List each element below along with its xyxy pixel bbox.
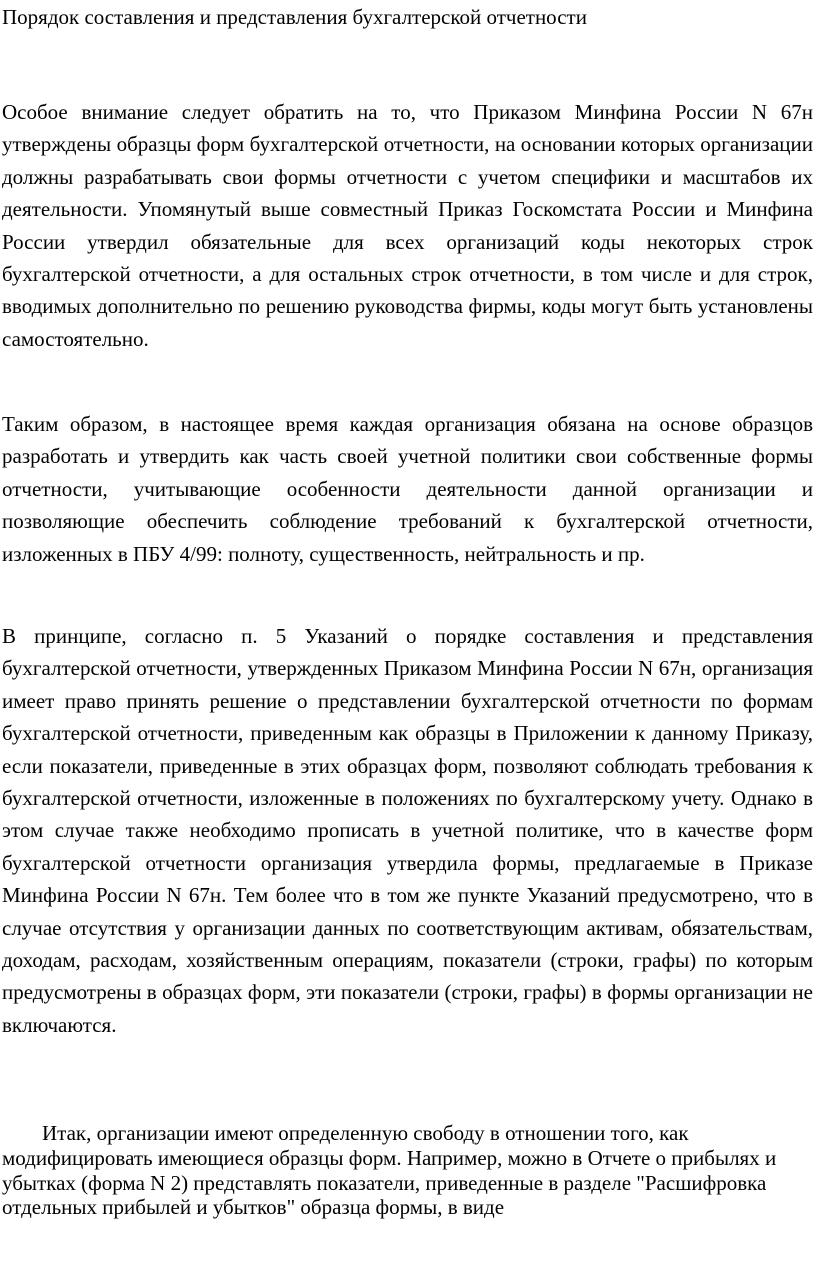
paragraph-1: Особое внимание следует обратить на то, что Приказом Минфина России N 67н утверждены образцы форм бухгалтерской отчетности, на основании которых организации должны разрабатывать свои формы отчетности с учетом специфики и масштабов их деятельности. Упомянутый выше совместный Приказ Госкомстата России и Минфина России утвердил обязательные для всех организаций коды некоторых строк бухгалтерской отчетности, а для остальных строк отчетности, в том числе и для строк, вводимых дополнительно по решению руководства фирмы, коды могут быть установлены самостоятельно. <box>2 100 813 351</box>
document-title: Порядок составления и представления бухгалтерской отчетности <box>2 5 587 29</box>
paragraph-4: Итак, организации имеют определенную свободу в отношении того, как модифицировать имеющиеся образцы форм. Например, можно в Отчете о прибылях и убытках (форма N 2) представлять показатели, приведенные в разделе "Расшифровка отдельных прибылей и убытков" образца формы, в виде <box>2 1121 777 1220</box>
paragraph-2: Таким образом, в настоящее время каждая организация обязана на основе образцов разработать и утвердить как часть своей учетной политики свои собственные формы отчетности, учитывающие особенности деятельности данной организации и позволяющие обеспечить соблюдение требований к бухгалтерской отчетности, изложенных в ПБУ 4/99: полноту, существенность, нейтральность и пр. <box>2 412 813 566</box>
paragraph-3: В принципе, согласно п. 5 Указаний о порядке составления и представления бухгалтерской отчетности, утвержденных Приказом Минфина России N 67н, организация имеет право принять решение о представлении бухгалтерской отчетности по формам бухгалтерской отчетности, приведенным как образцы в Приложении к данному Приказу, если показатели, приведенные в этих образцах форм, позволяют соблюдать требования к бухгалтерской отчетности, изложенные в положениях по бухгалтерскому учету. Однако в этом случае также необходимо прописать в учетной политике, что в качестве форм бухгалтерской отчетности организация утвердила формы, предлагаемые в Приказе Минфина России N 67н. Тем более что в том же пункте Указаний предусмотрено, что в случае отсутствия у организации данных по соответствующим активам, обязательствам, доходам, расходам, хозяйственным операциям, показатели (строки, графы) по которым предусмотрены в образцах форм, эти показатели (строки, графы) в формы организации не включаются. <box>2 624 813 1037</box>
